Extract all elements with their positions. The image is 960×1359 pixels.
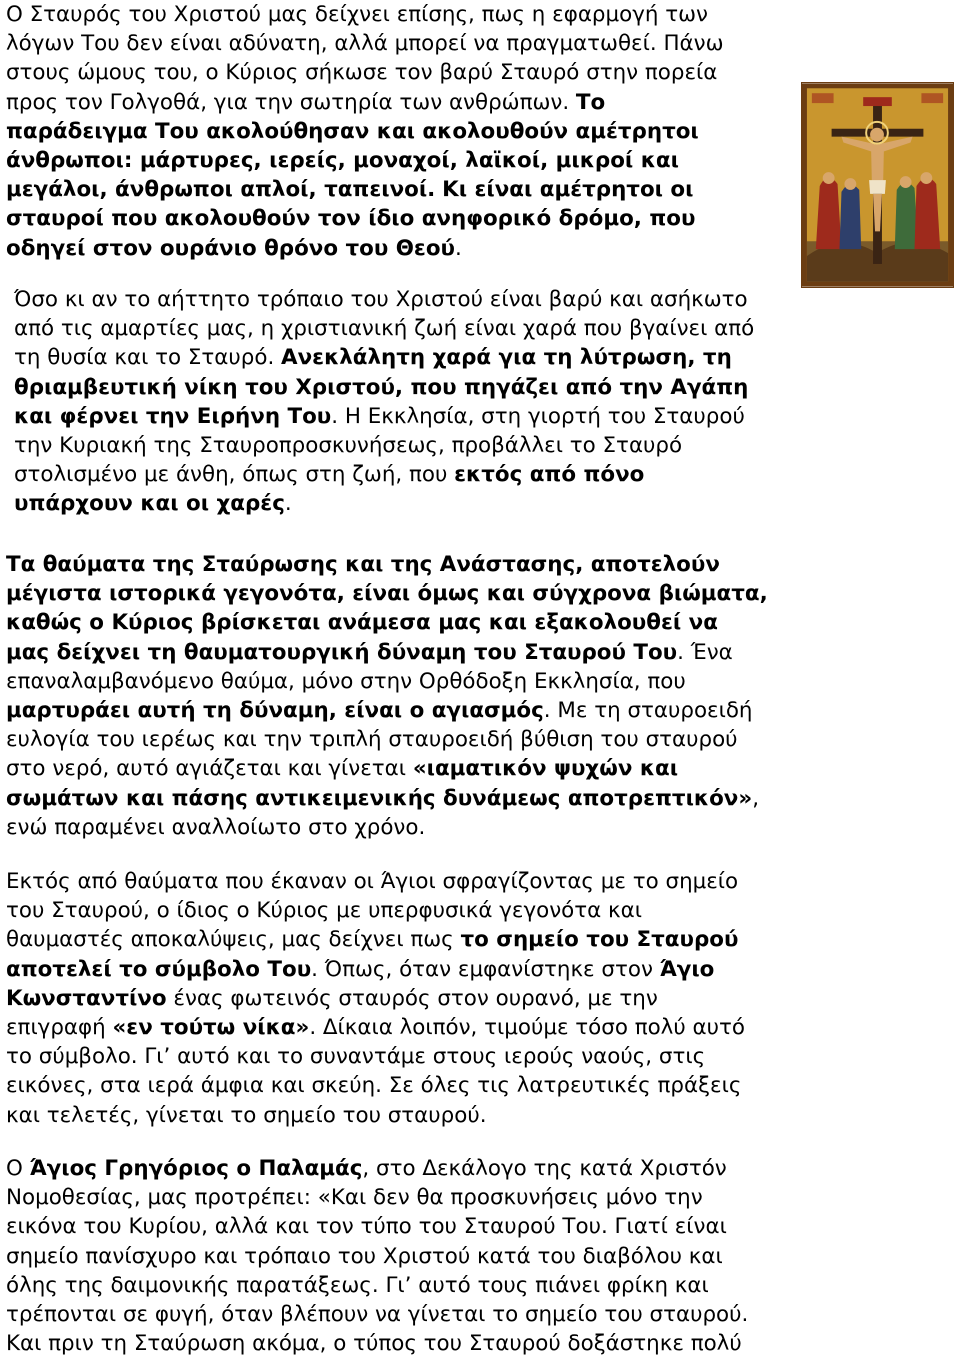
bold-text: αποτελεί το σύμβολο Του xyxy=(6,956,312,982)
text-run: . Όπως, όταν εμφανίστηκε στον xyxy=(311,956,660,982)
text-line xyxy=(14,285,754,314)
bold-text: Τα θαύματα της Σταύρωσης και της Ανάστασης, αποτελούν xyxy=(6,552,720,577)
text-run: το σύμβολο. Γι’ αυτό και το συναντάμε στους ιερούς ναούς, στις xyxy=(6,1044,706,1070)
bold-text: «ιαματικόν ψυχών και xyxy=(412,756,679,782)
paragraph-1 xyxy=(6,0,724,263)
text-run: Εκτός από θαύματα που έκαναν οι Άγιοι σφραγίζοντας με το σημείο xyxy=(6,869,739,894)
text-run: προς τον Γολγοθά, για την σωτηρία των ανθρώπων. xyxy=(6,89,576,115)
text-run: τρέπονται σε φυγή, όταν βλέπουν να γίνεται το σημείο του σταυρού. xyxy=(6,1302,749,1328)
bold-text: υπάρχουν και οι χαρές xyxy=(14,491,285,517)
text-line xyxy=(6,1271,748,1300)
crucifixion-icon xyxy=(801,82,954,288)
bold-text: άνθρωποι: μάρτυρες, ιερείς, μοναχοί, λαϊκοί, μικροί και xyxy=(6,148,679,174)
text-run: . xyxy=(284,491,292,517)
text-run: εικόνες, στα ιερά άμφια και σκεύη. Σε όλες τις λατρευτικές πράξεις xyxy=(6,1073,742,1099)
text-line xyxy=(6,117,724,146)
bold-text: μαρτυράει αυτή τη δύναμη, είναι ο αγιασμός xyxy=(6,698,544,724)
bold-text: «εν τούτω νίκα» xyxy=(112,1015,310,1041)
text-run: όλης της δαιμονικής παρατάξεως. Γι’ αυτό τους πιάνει φρίκη και xyxy=(6,1272,709,1298)
text-run: την Κυριακή της Σταυροπροσκυνήσεως, προβάλλει το Σταυρό xyxy=(14,433,683,459)
text-run: . Με τη σταυροειδή xyxy=(543,698,753,724)
text-line xyxy=(6,1101,745,1130)
bold-text: μεγάλοι, άνθρωποι απλοί, ταπεινοί. xyxy=(6,177,436,203)
text-run: Ο Σταυρός του Χριστού μας δείχνει επίσης, πως η εφαρμογή των xyxy=(6,2,708,27)
text-run: . Ένα xyxy=(677,639,733,665)
text-run: στο νερό, αυτό αγιάζεται και γίνεται xyxy=(6,756,413,782)
text-line xyxy=(6,984,745,1013)
text-line xyxy=(6,1071,745,1100)
text-line xyxy=(6,1042,745,1071)
text-run: στολισμένο με άνθη, όπως στη ζωή, που xyxy=(14,462,455,488)
text-run: ευλογία του ιερέως και την τριπλή σταυροειδή βύθιση του σταυρού xyxy=(6,727,738,753)
text-line xyxy=(6,896,745,925)
text-line xyxy=(6,638,768,667)
text-run: σημείο πανίσχυρο και τρόπαιο του Χριστού κατά του διαβόλου και xyxy=(6,1243,723,1269)
text-run: επιγραφή xyxy=(6,1015,113,1041)
text-run: Και πριν τη Σταύρωση ακόμα, ο τύπος του Σταυρού δοξάστηκε πολύ xyxy=(6,1331,742,1357)
bold-text: εκτός από πόνο xyxy=(454,462,645,488)
bold-text: το σημείο του Σταυρού xyxy=(460,927,739,953)
text-line xyxy=(6,175,724,204)
text-run: . Η Εκκλησία, στη γιορτή του Σταυρού xyxy=(331,403,745,429)
text-line xyxy=(6,1329,748,1358)
text-run: λόγων Του δεν είναι αδύνατη, αλλά μπορεί να πραγματωθεί. Πάνω xyxy=(6,31,724,57)
text-line xyxy=(6,1212,748,1241)
text-run: στους ώμους του, ο Κύριος σήκωσε τον βαρύ Σταυρό στην πορεία xyxy=(6,60,718,86)
text-line xyxy=(6,867,745,896)
text-line xyxy=(14,402,754,431)
text-line xyxy=(6,667,768,696)
crucifixion-icon-image xyxy=(802,83,953,287)
text-run: επαναλαμβανόμενο θαύμα, μόνο στην Ορθόδοξη Εκκλησία, που xyxy=(6,668,686,694)
text-line xyxy=(6,696,768,725)
bold-text: Κι είναι αμέτρητοι οι xyxy=(442,177,694,203)
text-line xyxy=(6,1013,745,1042)
paragraph-3 xyxy=(6,550,768,842)
text-line xyxy=(6,1242,748,1271)
text-line xyxy=(14,343,754,372)
text-line xyxy=(6,234,724,263)
bold-text: παράδειγμα Του ακολούθησαν και ακολουθούν αμέτρητοι xyxy=(6,118,699,144)
text-line xyxy=(6,925,745,954)
paragraph-5 xyxy=(6,1154,748,1358)
paragraph-4 xyxy=(6,867,745,1130)
text-line xyxy=(6,955,745,984)
text-run: του Σταυρού, ο ίδιος ο Κύριος με υπερφυσικά γεγονότα και xyxy=(6,898,642,924)
bold-text: μας δείχνει τη θαυματουργική δύναμη του Σταυρού Του xyxy=(6,639,678,665)
text-line xyxy=(6,1183,748,1212)
text-line xyxy=(6,1154,748,1183)
text-line xyxy=(6,784,768,813)
paragraph-2 xyxy=(14,285,754,519)
text-line xyxy=(6,204,724,233)
text-run: Νομοθεσίας, μας προτρέπει: «Και δεν θα προσκυνήσεις μόνο την xyxy=(6,1185,703,1211)
bold-text: σταυροί που ακολουθούν τον ίδιο ανηφορικό δρόμο, που xyxy=(6,206,696,232)
text-line xyxy=(6,754,768,783)
text-line xyxy=(14,489,754,518)
text-line xyxy=(14,460,754,489)
text-line xyxy=(6,0,724,29)
bold-text: Άγιος Γρηγόριος ο Παλαμάς xyxy=(29,1156,363,1181)
text-run: ένας φωτεινός σταυρός στον ουρανό, με την xyxy=(166,985,658,1011)
bold-text: καθώς ο Κύριος βρίσκεται ανάμεσα μας και εξακολουθεί να xyxy=(6,610,718,636)
text-run: και τελετές, γίνεται το σημείο του σταυρού. xyxy=(6,1102,487,1128)
text-line xyxy=(6,608,768,637)
text-line xyxy=(6,725,768,754)
bold-text: μέγιστα ιστορικά γεγονότα, είναι όμως και σύγχρονα βιώματα, xyxy=(6,581,768,607)
text-line xyxy=(14,314,754,343)
text-line xyxy=(6,146,724,175)
text-run: , στο Δεκάλογο της κατά Χριστόν xyxy=(362,1156,727,1181)
text-run: από τις αμαρτίες μας, η χριστιανική ζωή είναι χαρά που βγαίνει από xyxy=(14,316,755,342)
text-run: θαυμαστές αποκαλύψεις, μας δείχνει πως xyxy=(6,927,461,953)
text-line xyxy=(6,88,724,117)
text-line xyxy=(6,1300,748,1329)
text-run: . xyxy=(454,235,462,261)
text-run: Όσο κι αν το αήττητο τρόπαιο του Χριστού είναι βαρύ και ασήκωτο xyxy=(14,287,748,312)
bold-text: Κωνσταντίνο xyxy=(6,985,167,1011)
text-run: Ο xyxy=(6,1156,30,1181)
bold-text: και φέρνει την Ειρήνη Του xyxy=(14,403,332,429)
bold-text: Ανεκλάλητη χαρά για τη λύτρωση, τη xyxy=(281,345,732,371)
text-line xyxy=(14,373,754,402)
text-line xyxy=(14,431,754,460)
text-line xyxy=(6,550,768,579)
text-line xyxy=(6,29,724,58)
text-line xyxy=(6,579,768,608)
text-run: . Δίκαια λοιπόν, τιμούμε τόσο πολύ αυτό xyxy=(309,1015,745,1041)
bold-text: σωμάτων και πάσης αντικειμενικής δυνάμεως αποτρεπτικόν» xyxy=(6,785,753,811)
text-run: ενώ παραμένει αναλλοίωτο στο χρόνο. xyxy=(6,814,426,840)
bold-text: Άγιο xyxy=(659,956,715,982)
bold-text: θριαμβευτική νίκη του Χριστού, που πηγάζει από την Αγάπη xyxy=(14,374,749,400)
text-run: εικόνα του Κυρίου, αλλά και τον τύπο του Σταυρού Του. Γιατί είναι xyxy=(6,1214,727,1240)
text-run: τη θυσία και το Σταυρό. xyxy=(14,345,282,371)
bold-text: οδηγεί στον ουράνιο θρόνο του Θεού xyxy=(6,235,455,261)
text-line xyxy=(6,58,724,87)
text-run: , xyxy=(752,785,759,811)
text-line xyxy=(6,813,768,842)
bold-text: Το xyxy=(575,89,606,115)
